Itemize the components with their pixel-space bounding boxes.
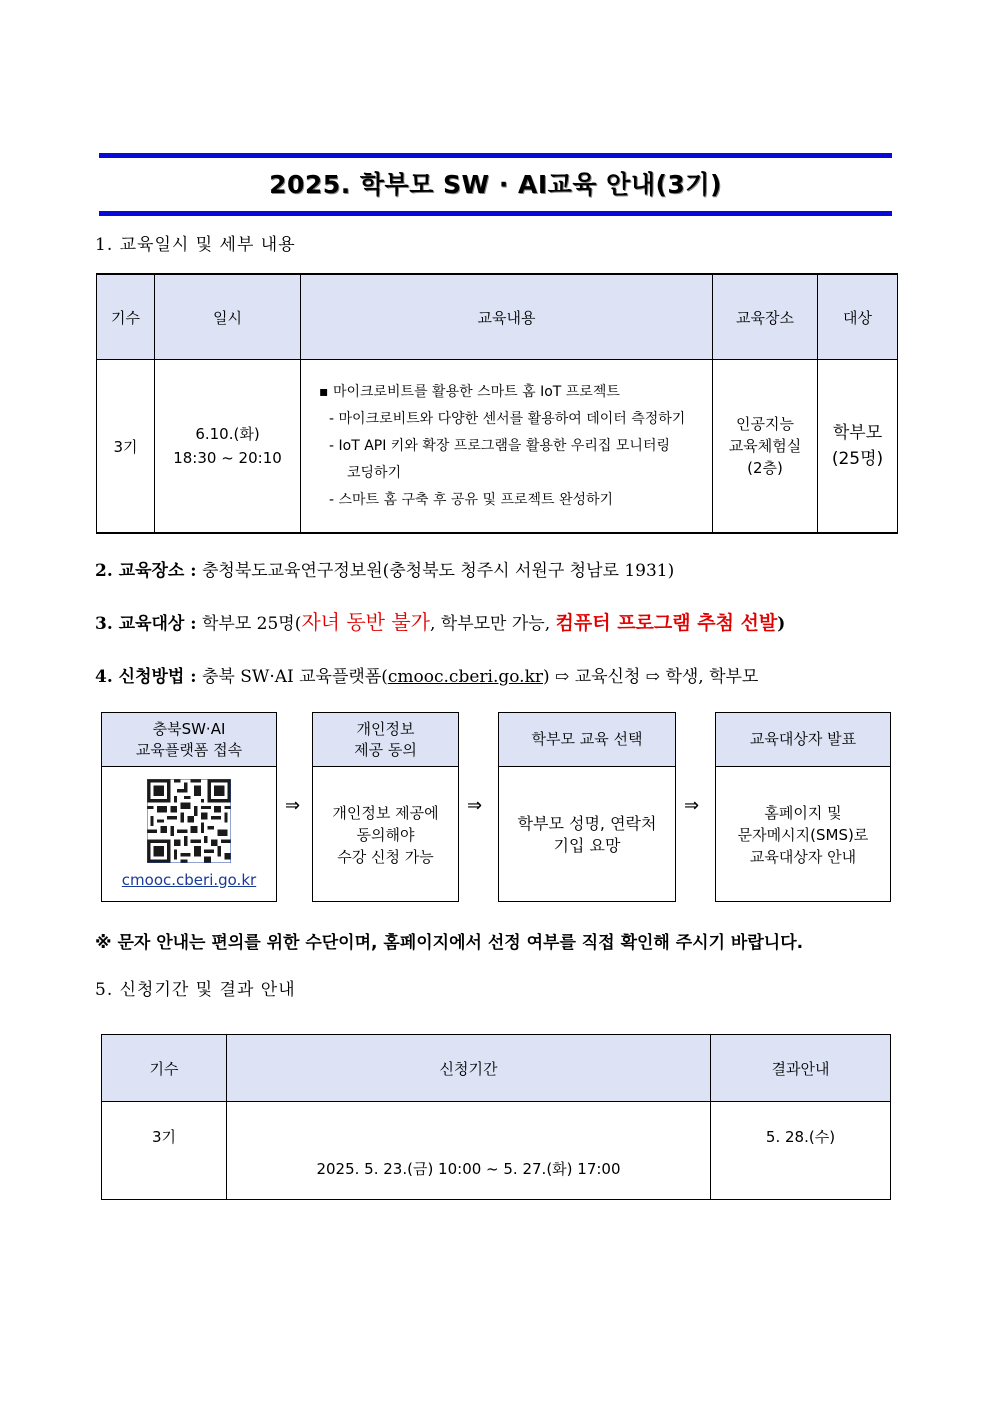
step-select-header	[499, 713, 675, 767]
content-main: ▪ 마이크로비트를 활용한 스마트 홈 IoT 프로젝트	[319, 383, 620, 400]
cell-target	[818, 360, 898, 534]
cell-date: 6.10.(화)	[195, 425, 260, 443]
step4-body-line2: 문자메시지(SMS)로	[737, 825, 869, 844]
qr-code-icon[interactable]	[147, 779, 231, 863]
arrow-2: ⇒	[467, 795, 483, 816]
place-line2: 교육체험실	[728, 437, 802, 455]
section2-line	[95, 556, 674, 581]
step3-body-line1: 학부모 성명, 연락처	[517, 813, 657, 833]
arrow-1: ⇒	[285, 795, 301, 816]
step4-header-line1: 교육대상자 발표	[749, 730, 857, 748]
place-line3: (2층)	[747, 459, 783, 477]
arrow-3: ⇒	[684, 795, 700, 816]
step-platform-header	[102, 713, 276, 767]
step4-body-line3: 교육대상자 안내	[749, 847, 857, 866]
section4-line	[95, 662, 758, 687]
step2-body-line2: 동의해야	[356, 825, 415, 844]
section3-middle: , 학부모만 가능,	[429, 614, 556, 634]
content-sub2: - IoT API 키와 확장 프로그램을 활용한 우리집 모니터링	[329, 437, 671, 454]
step4-body-line1: 홈페이지 및	[764, 803, 842, 822]
step-consent-body	[313, 767, 458, 902]
section3-red2: 컴퓨터 프로그램 추첨 선발	[555, 612, 778, 634]
platform-link[interactable]: cmooc.cberi.go.kr	[387, 667, 544, 687]
section4-label: 4. 신청방법 :	[95, 667, 197, 687]
section1-heading: 1. 교육일시 및 세부 내용	[95, 235, 296, 255]
app-cell-cohort: 3기	[102, 1102, 227, 1200]
app-cell-period: 2025. 5. 23.(금) 10:00 ~ 5. 27.(화) 17:00	[227, 1102, 711, 1200]
step-select	[498, 712, 676, 902]
section2-label: 2. 교육장소 :	[95, 561, 197, 581]
content-sub3: - 스마트 홈 구축 후 공유 및 프로젝트 완성하기	[329, 491, 614, 508]
step2-body-line3: 수강 신청 가능	[337, 847, 434, 866]
target-line1: 학부모	[832, 423, 883, 443]
step1-header-line1: 충북SW·AI	[152, 719, 226, 738]
step3-header-line1: 학부모 교육 선택	[531, 730, 643, 748]
section3-suffix: )	[777, 614, 786, 634]
content-sub1: - 마이크로비트와 다양한 센서를 활용하여 데이터 측정하기	[329, 410, 686, 427]
schedule-table	[96, 273, 898, 534]
schedule-row	[97, 360, 898, 534]
step2-body-line1: 개인정보 제공에	[332, 803, 439, 822]
app-header-result: 결과안내	[711, 1035, 891, 1102]
header-date: 일시	[155, 274, 301, 360]
app-cell-result: 5. 28.(수)	[711, 1102, 891, 1200]
section2-value: 충청북도교육연구정보원(충청북도 청주시 서원구 청남로 1931)	[201, 561, 675, 581]
section4-prefix: 충북 SW·AI 교육플랫폼(	[201, 667, 388, 687]
target-line2: (25명)	[831, 449, 884, 469]
title-top-bar	[99, 153, 892, 158]
section4-suffix: ) ⇨ 교육신청 ⇨ 학생, 학부모	[543, 667, 759, 687]
application-header-row	[102, 1035, 891, 1102]
step-consent	[312, 712, 459, 902]
step-consent-header	[313, 713, 458, 767]
cell-content	[301, 360, 713, 534]
section3-label: 3. 교육대상 :	[95, 614, 197, 634]
cell-cohort: 3기	[97, 360, 155, 534]
cell-place	[713, 360, 818, 534]
application-row	[102, 1102, 891, 1200]
place-line1: 인공지능	[736, 415, 794, 433]
cell-datetime	[155, 360, 301, 534]
section3-line	[95, 606, 785, 635]
step1-header-line2: 교육플랫폼 접속	[135, 740, 243, 759]
content-sub2-cont: 코딩하기	[347, 464, 402, 481]
header-content: 교육내용	[301, 274, 713, 360]
step2-header-line1: 개인정보	[356, 719, 415, 738]
section3-prefix: 학부모 25명(	[201, 614, 302, 634]
header-place: 교육장소	[713, 274, 818, 360]
step-platform-body	[102, 767, 276, 902]
step-announce-header	[716, 713, 890, 767]
application-table	[101, 1034, 891, 1200]
schedule-header-row	[97, 274, 898, 360]
header-target: 대상	[818, 274, 898, 360]
title-bottom-bar	[99, 211, 892, 216]
step-select-body	[499, 767, 675, 902]
app-header-period: 신청기간	[227, 1035, 711, 1102]
section5-heading: 5. 신청기간 및 결과 안내	[95, 980, 296, 1000]
step-announce	[715, 712, 891, 902]
step-platform	[101, 712, 277, 902]
header-cohort: 기수	[97, 274, 155, 360]
app-header-cohort: 기수	[102, 1035, 227, 1102]
notice-text: ※ 문자 안내는 편의를 위한 수단이며, 홈페이지에서 선정 여부를 직접 확인해 주시기 바랍니다.	[95, 933, 804, 953]
step-announce-body	[716, 767, 890, 902]
cell-time: 18:30 ~ 20:10	[173, 449, 282, 467]
section3-red1: 자녀 동반 불가	[301, 610, 430, 634]
step2-header-line2: 제공 동의	[354, 740, 417, 759]
step-platform-url[interactable]: cmooc.cberi.go.kr	[121, 870, 257, 889]
step3-body-line2: 기입 요망	[553, 835, 621, 855]
page-title: 2025. 학부모 SW · AI교육 안내(3기)	[269, 170, 722, 199]
